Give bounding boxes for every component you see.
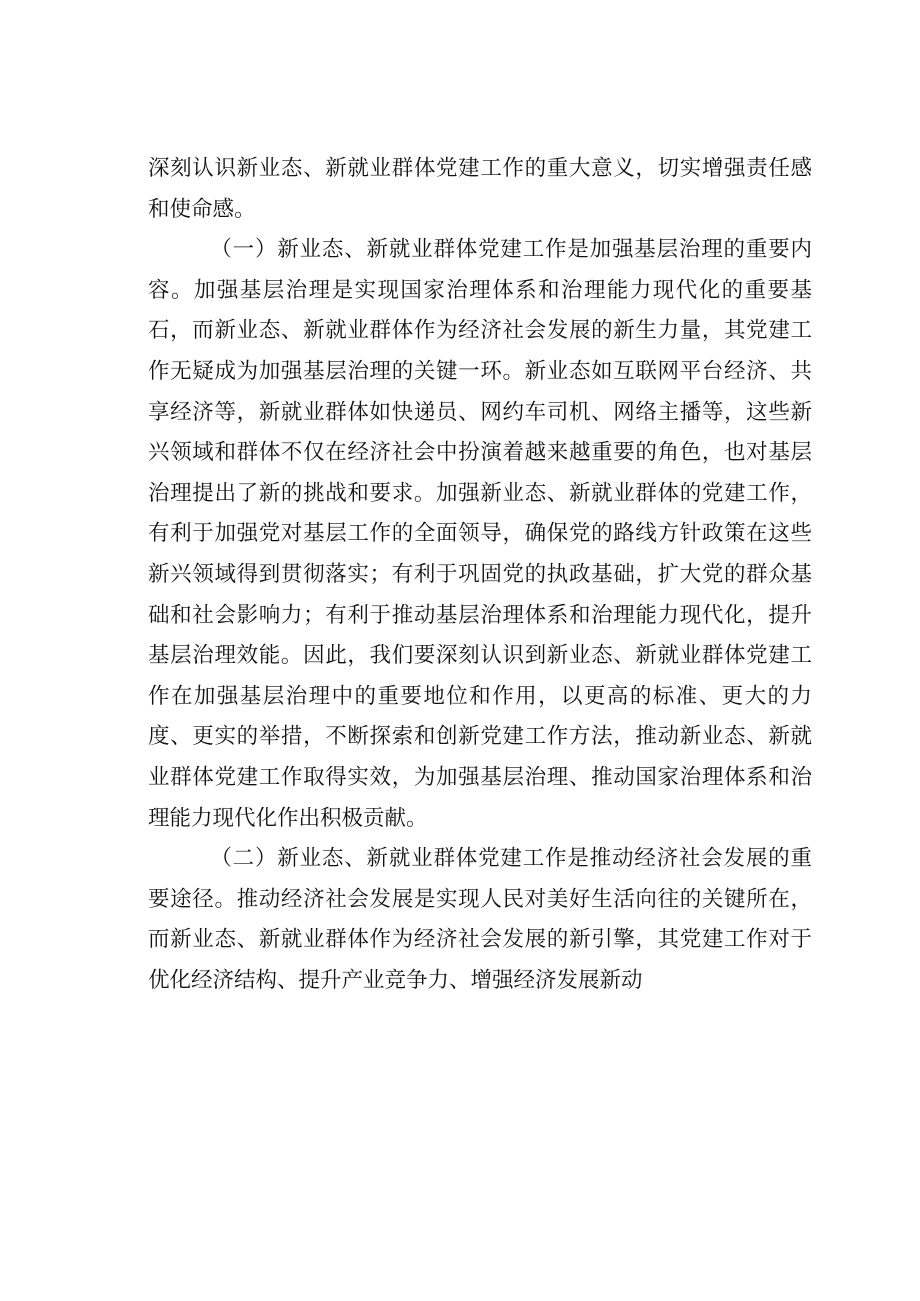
body-text xyxy=(148,149,812,1001)
paragraph-section-one: （一）新业态、新就业群体党建工作是加强基层治理的重要内容。加强基层治理是实现国家治理体系和治理能力现代化的重要基石，而新业态、新就业群体作为经济社会发展的新生力量，其党建工作无疑成为加强基层治理的关键一环。新业态如互联网平台经济、共享经济等，新就业群体如快递员、网约车司机、网络主播等，这些新兴领域和群体不仅在经济社会中扮演着越来越重要的角色，也对基层治理提出了新的挑战和要求。加强新业态、新就业群体的党建工作，有利于加强党对基层工作的全面领导，确保党的路线方针政策在这些新兴领域得到贯彻落实；有利于巩固党的执政基础，扩大党的群众基础和社会影响力；有利于推动基层治理体系和治理能力现代化，提升基层治理效能。因此，我们要深刻认识到新业态、新就业群体党建工作在加强基层治理中的重要地位和作用，以更高的标准、更大的力度、更实的举措，不断探索和创新党建工作方法，推动新业态、新就业群体党建工作取得实效，为加强基层治理、推动国家治理体系和治理能力现代化作出积极贡献。 xyxy=(148,237,812,831)
paragraph-intro-continuation: 深刻认识新业态、新就业群体党建工作的重大意义，切实增强责任感和使命感。 xyxy=(148,156,812,222)
paragraph-section-two: （二）新业态、新就业群体党建工作是推动经济社会发展的重要途径。推动经济社会发展是实现人民对美好生活向往的关键所在，而新业态、新就业群体作为经济社会发展的新引擎，其党建工作对于优化经济结构、提升产业竞争力、增强经济发展新动 xyxy=(148,846,812,993)
